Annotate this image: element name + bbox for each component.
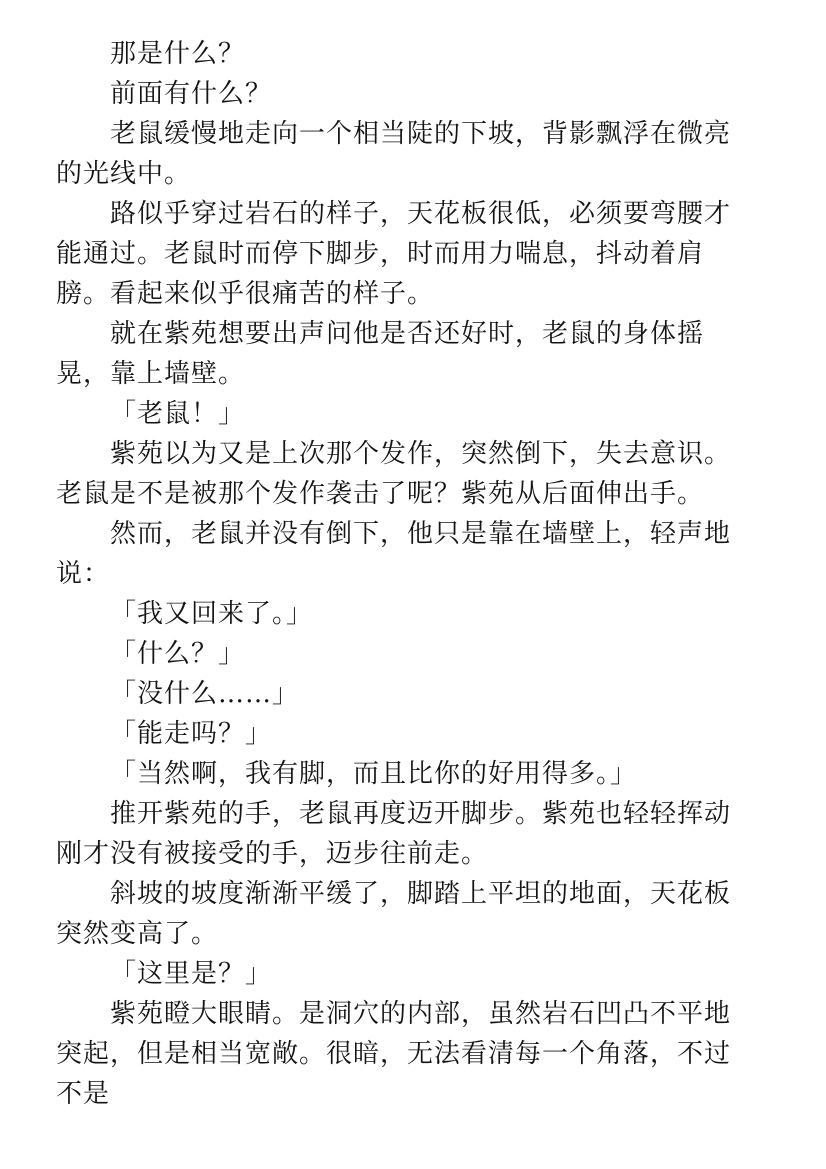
paragraph: 就在紫苑想要出声问他是否还好时，老鼠的身体摇晃，靠上墙壁。: [56, 319, 705, 389]
dialogue-line: 「当然啊，我有脚，而且比你的好用得多。」: [110, 759, 638, 789]
paragraph: 路似乎穿过岩石的样子，天花板很低，必须要弯腰才能通过。老鼠时而停下脚步，时而用力喘息，抖动着肩膀。看起来似乎很痛苦的样子。: [56, 199, 732, 309]
dialogue-line: 「能走吗？」: [110, 719, 273, 749]
paragraph: 那是什么？: [110, 39, 246, 69]
paragraph: 斜坡的坡度渐渐平缓了，脚踏上平坦的地面，天花板突然变高了。: [56, 879, 732, 949]
dialogue-line: 「这里是？」: [110, 959, 273, 989]
paragraph: 紫苑瞪大眼睛。是洞穴的内部，虽然岩石凹凸不平地突起，但是相当宽敞。很暗，无法看清每一个角落，不过不是: [56, 999, 732, 1109]
paragraph: 老鼠缓慢地走向一个相当陡的下坡，背影飘浮在微亮的光线中。: [56, 119, 732, 189]
paragraph: 然而，老鼠并没有倒下，他只是靠在墙壁上，轻声地说：: [56, 519, 732, 589]
dialogue-line: 「什么？」: [110, 639, 246, 669]
body-text: [56, 34, 756, 1114]
paragraph: 紫苑以为又是上次那个发作，突然倒下，失去意识。老鼠是不是被那个发作袭击了呢？紫苑从后面伸出手。: [56, 439, 732, 509]
paragraph: 前面有什么？: [110, 79, 273, 109]
dialogue-line: 「没什么……」: [110, 679, 300, 709]
dialogue-line: 「老鼠！」: [110, 399, 246, 429]
paragraph: 推开紫苑的手，老鼠再度迈开脚步。紫苑也轻轻挥动刚才没有被接受的手，迈步往前走。: [56, 799, 732, 869]
dialogue-line: 「我又回来了。」: [110, 599, 314, 629]
